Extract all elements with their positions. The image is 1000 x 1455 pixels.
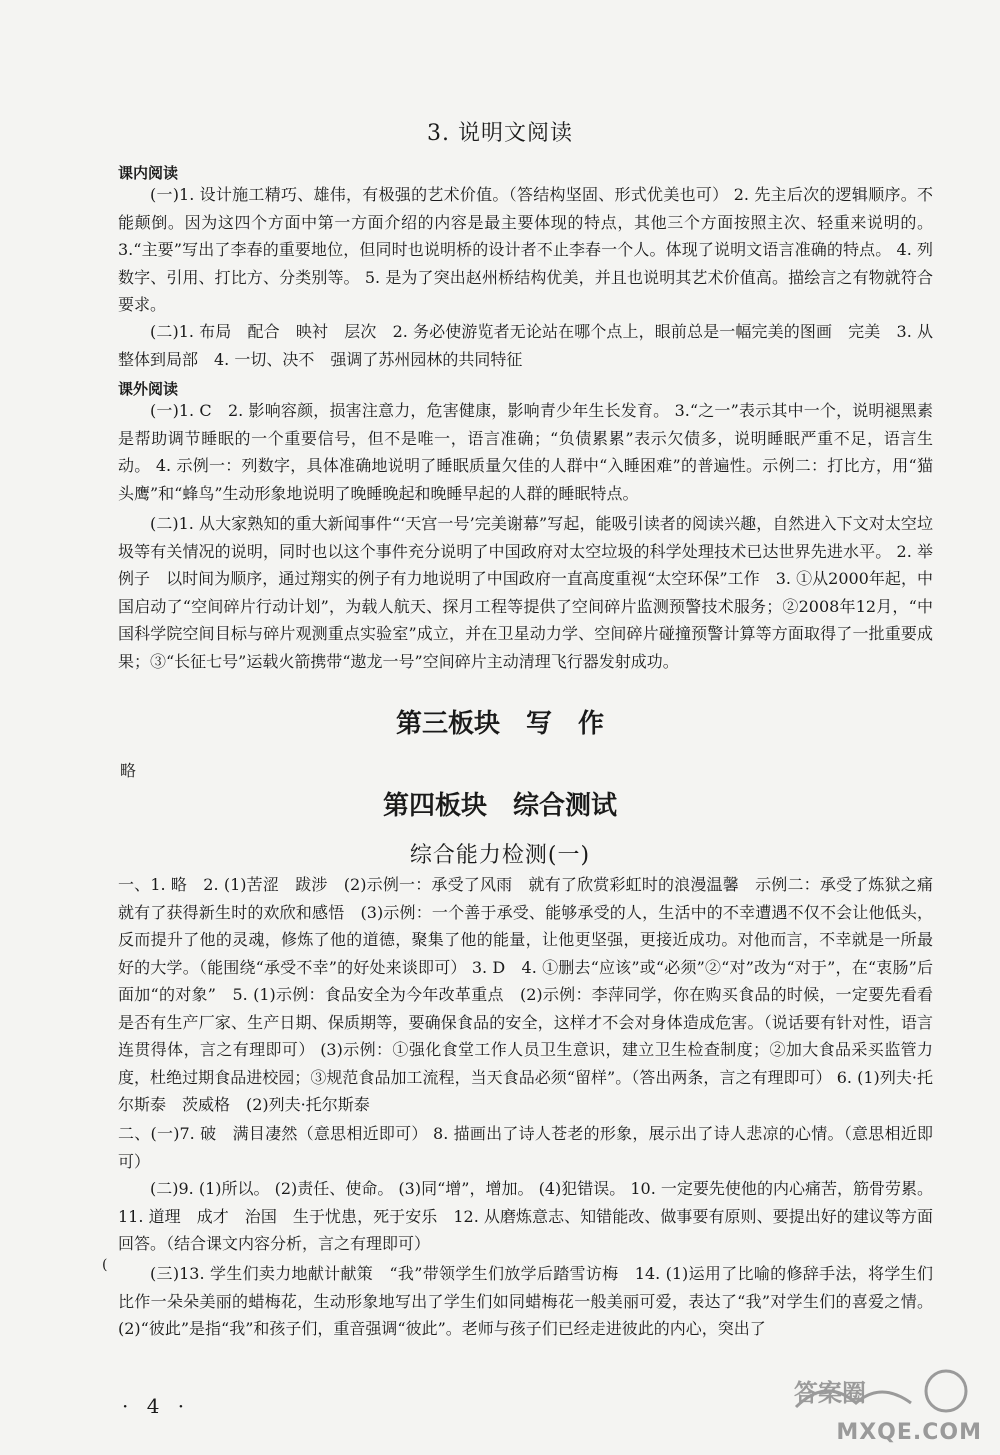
page-number: · 4 · [122,1394,191,1418]
label-out-class-reading: 课外阅读 [118,380,179,398]
watermark-logo-text: 答案圈 [794,1379,866,1407]
answer-paragraph-1: (一)1. 设计施工精巧、雄伟，有极强的艺术价值。（答结构坚固、形式优美也可） 2. 先主后次的逻辑顺序。不能颠倒。因为这四个方面中第一方面介绍的内容是最主要体现的特点，其他三个方面按照主次、轻重来说明的。 3.“主要”写出了李春的重要地位，但同时也说明桥的设计者不止李春一个人。体现了说明文语言准确的特点。 4. 列数字、引用、打比方、分类别等。 5. 是为了突出赵州桥结构优美，并且也说明其艺术价值高。描绘言之有物就符合要求。 [118,185,933,314]
block-four-heading: 第四板块 综合测试 [382,791,617,821]
label-in-class-reading: 课内阅读 [118,164,179,182]
omitted-note: 略 [120,761,137,780]
answer-paragraph-7: (二)9. (1)所以。 (2)责任、使命。 (3)同“增”，增加。 (4)犯错误。 10. 一定要先使他的内心痛苦，筋骨劳累。 11. 道理 成才 治国 生于忧患，死于安乐 12. 从磨炼意志、知错能改、做事要有原则、要提出好的建议等方面回答。（结合课文内容分析，言之有理即可） [118,1179,933,1253]
answer-paragraph-3: (一)1. C 2. 影响容颜，损害注意力，危害健康，影响青少年生长发育。 3.“之一”表示其中一个，说明褪黑素是帮助调节睡眠的一个重要信号，但不是唯一，语言准确；“负债累累”表示欠债多，说明睡眠严重不足，语言生动。 4. 示例一：列数字，具体准确地说明了睡眠质量欠佳的人群中“入睡困难”的普遍性。示例二：打比方，用“猫头鹰”和“蜂鸟”生动形象地说明了晚睡晚起和晚睡早起的人群的睡眠特点。 [118,401,933,503]
answer-paragraph-4: (二)1. 从大家熟知的重大新闻事件“‘天宫一号’完美谢幕”写起，能吸引读者的阅读兴趣，自然进入下文对太空垃圾等有关情况的说明，同时也以这个事件充分说明了中国政府对太空垃圾的科学处理技术已达世界先进水平。 2. 举例子 以时间为顺序，通过翔实的例子有力地说明了中国政府一直高度重视“太空环保”工作 3. ①从2000年起，中国启动了“空间碎片行动计划”，为载人航天、探月工程等提供了空间碎片监测预警技术服务；②2008年12月，“中国科学院空间目标与碎片观测重点实验室”成立，并在卫星动力学、空间碎片碰撞预警计算等方面取得了一批重要成果；③“长征七号”运载火箭携带“遨龙一号”空间碎片主动清理飞行器发射成功。 [118,514,933,671]
margin-mark: ( [102,1257,108,1273]
watermark [774,1367,984,1445]
watermark-logo-icon [786,1367,976,1417]
test-subtitle: 综合能力检测(一) [409,843,591,868]
answer-paragraph-5: 一、1. 略 2. (1)苦涩 跋涉 (2)示例一：承受了风雨 就有了欣赏彩虹时的浪漫温馨 示例二：承受了炼狱之痛 就有了获得新生时的欢欣和感悟 (3)示例：一个善于承受、能够承受的人，生活中的不幸遭遇不仅不会让他低头，反而提升了他的灵魂，修炼了他的道德，聚集了他的能量，让他更坚强，更接近成功。对他而言，不幸就是一所最好的大学。（能围绕“承受不幸”的好处来谈即可） 3. D 4. ①删去“应该”或“必须”②“对”改为“对于”，在“衷肠”后面加“的对象” 5. (1)示例：食品安全为今年改革重点 (2)示例：李萍同学，你在购买食品的时候，一定要先看看是否有生产厂家、生产日期、保质期等，要确保食品的安全，这样才不会对身体造成危害。（说话要有针对性，语言连贯得体，言之有理即可） (3)示例：①强化食堂工作人员卫生意识，建立卫生检查制度；②加大食品采买监管力度，杜绝过期食品进校园；③规范食品加工流程，当天食品必须“留样”。（答出两条，言之有理即可） 6. (1)列夫·托尔斯泰 茨威格 (2)列夫·托尔斯泰 [118,875,950,1114]
answer-paragraph-2: (二)1. 布局 配合 映衬 层次 2. 务必使游览者无论站在哪个点上，眼前总是一幅完美的图画 完美 3. 从整体到局部 4. 一切、决不 强调了苏州园林的共同特征 [118,322,933,369]
watermark-url: MXQE.COM [836,1420,982,1445]
section-title: 3. 说明文阅读 [427,121,573,146]
answer-paragraph-8: (三)13. 学生们卖力地献计献策 “我”带领学生们放学后踏雪访梅 14. (1)运用了比喻的修辞手法，将学生们比作一朵朵美丽的蜡梅花，生动形象地写出了学生们如同蜡梅花一般美丽可爱，表达了“我”对学生们的喜爱之情。 (2)“彼此”是指“我”和孩子们，重音强调“彼此”。老师与孩子们已经走进彼此的内心，突出了 [118,1264,933,1338]
block-three-heading: 第三板块 写 作 [395,709,604,739]
answer-paragraph-6: 二、(一)7. 破 满目凄然（意思相近即可） 8. 描画出了诗人苍老的形象，展示出了诗人悲凉的心情。（意思相近即可） [118,1124,933,1171]
